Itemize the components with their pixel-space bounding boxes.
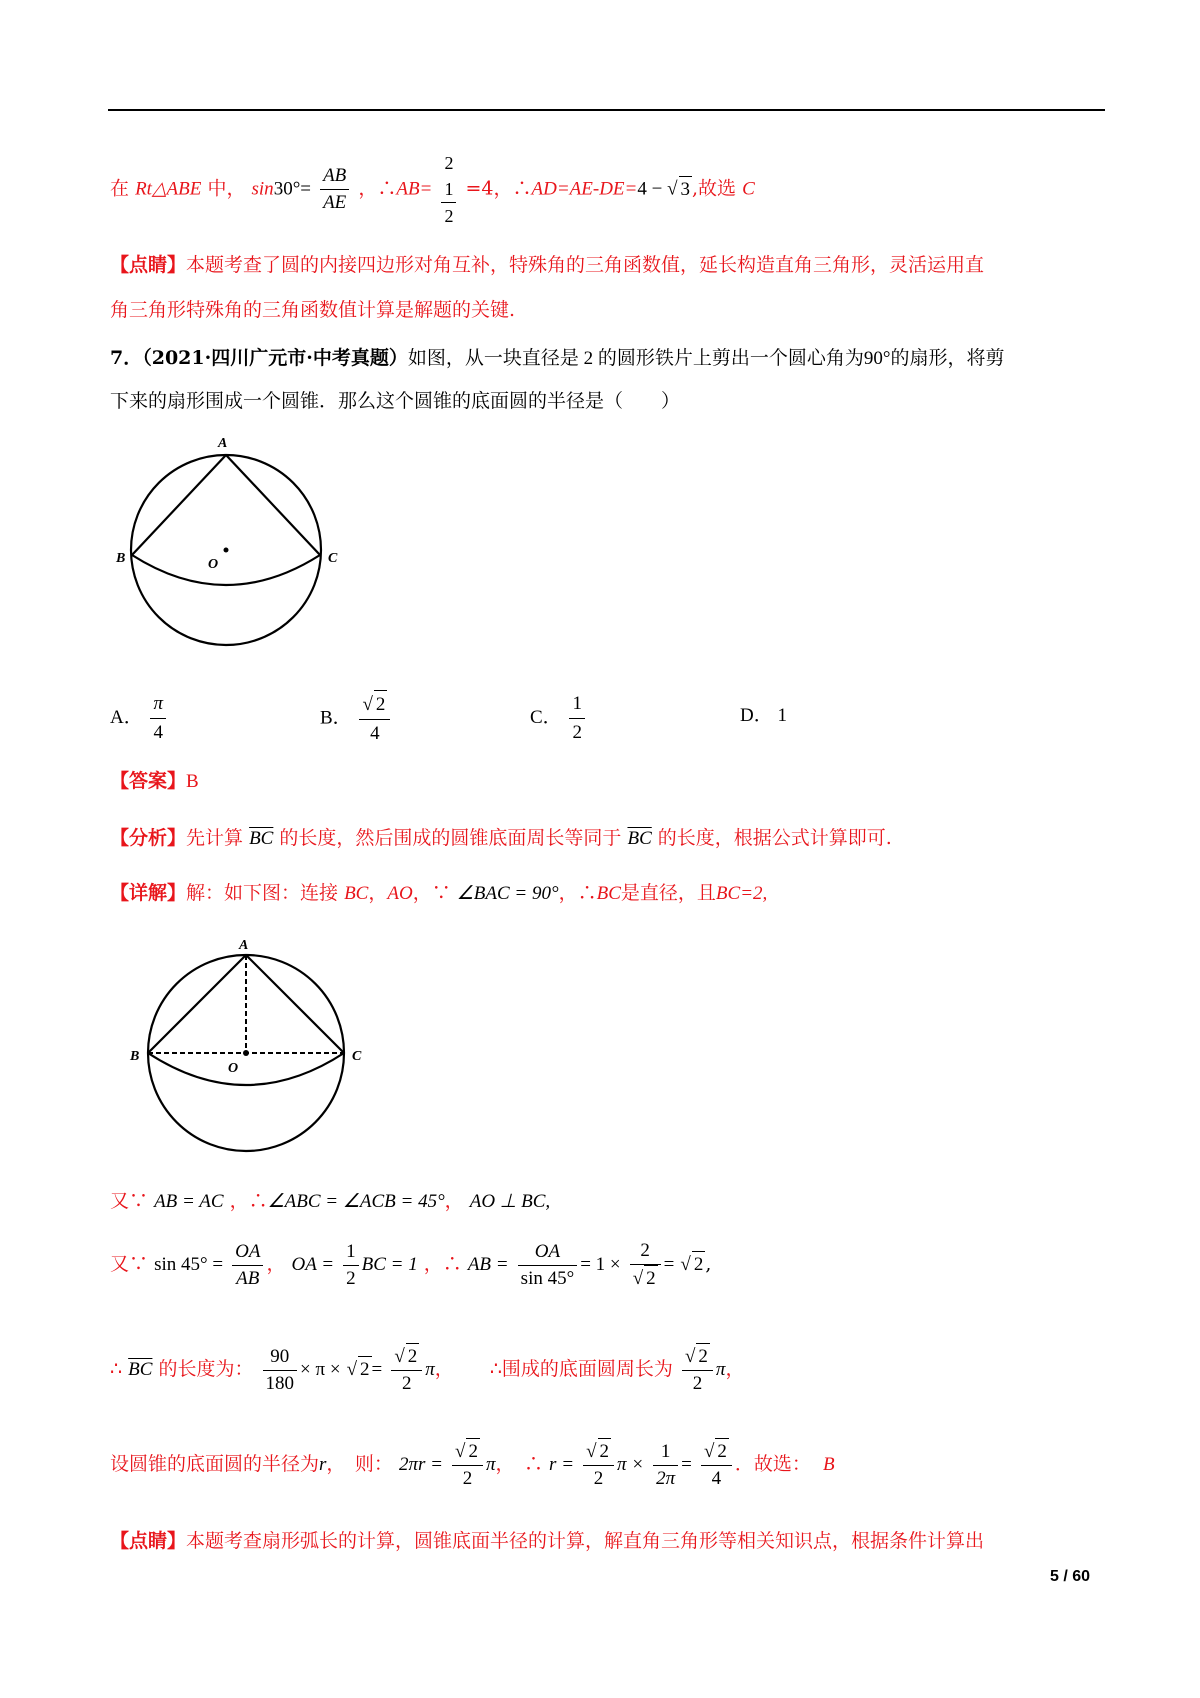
option-c-fraction: $\frac{1}{2}$ [569, 690, 585, 747]
ab-eq: AB= [396, 178, 433, 200]
text: =4，∴ [465, 177, 532, 200]
solution-line-1: 在 Rt△ABE 中， sin30°= $\frac{AB}{AE}$ ，∴AB= 2 1 2 =4，∴AD=AE-DE=4 − √ 3 ,故选 C [110, 150, 755, 229]
arc-bc [148, 1053, 344, 1085]
option-a-fraction: $\frac{\pi}{4}$ [150, 690, 166, 747]
step-3-line: ∴ $\overline{BC}$ 的长度为： $\frac{90}{180}$ × π × √ 2 = $\frac{√ 2}{2}$ π， ∴围成的底面圆周长为 $\frac{√ 2}{2}$ π， [110, 1343, 744, 1397]
comment-1-line-b: 角三角形特殊角的三角函数值计算是解题的关键. [110, 299, 516, 321]
fraction-90-180: $\frac{90}{180}$ [263, 1344, 298, 1397]
fraction-2-root2: $\frac{2}{√ 2}$ [630, 1238, 661, 1292]
option-a: A． $\frac{\pi}{4}$ [110, 690, 169, 747]
label-c: C [328, 551, 338, 566]
question-7-line-a: 7．（2021·四川广元市·中考真题）如图，从一块直径是 2 的圆形铁片上剪出一个圆心角为90°的扇形，将剪 [110, 347, 1005, 369]
segment-ac [246, 955, 344, 1053]
step-1-line: 又∵ AB = AC ，∴∠ABC = ∠ACB = 45°， AO ⊥ BC, [110, 1190, 551, 1212]
option-b: B． $\frac{√ 2}{4}$ [320, 690, 393, 748]
option-b-fraction: $\frac{√ 2}{4}$ [359, 690, 390, 748]
answer-line: 【答案】B [110, 770, 199, 792]
label-o: O [228, 1061, 239, 1076]
fraction-root2-4: $\frac{√ 2}{4}$ [701, 1438, 732, 1492]
text: 在 [110, 177, 130, 200]
triangle-name: Rt△ABE [135, 178, 202, 200]
label-o: O [208, 557, 219, 572]
choice: C [742, 178, 755, 200]
text: 中， [207, 177, 246, 200]
figure-2-circle-with-radius [120, 935, 370, 1160]
label-b: B [130, 1049, 140, 1064]
fraction-oa-sin45: $\frac{OA}{\sin 45^\circ}$ [518, 1239, 578, 1292]
comment-2-line: 【点睛】本题考查扇形弧长的计算，圆锥底面半径的计算，解直角三角形等相关知识点，根据条件计算出 [110, 1530, 985, 1552]
label-a: A [239, 938, 249, 953]
fraction-root2-2: $\frac{√ 2}{2}$ [452, 1438, 483, 1492]
detail-line: 【详解】解：如下图：连接 BC，AO，∵ ∠BAC = 90°，∴BC是直径，且BC=2, [110, 882, 768, 904]
label-a: A [218, 436, 228, 451]
option-c: C． $\frac{1}{2}$ [530, 690, 588, 747]
label-c: C [352, 1049, 362, 1064]
center-point [224, 548, 229, 553]
segment-ac [226, 455, 320, 555]
fraction-root2-2-b: $\frac{√ 2}{2}$ [682, 1343, 713, 1397]
header-rule [108, 109, 1105, 111]
text: ,故选 [692, 177, 737, 200]
fraction-half: $\frac{1}{2}$ [343, 1239, 359, 1292]
option-d: D． 1 [740, 705, 787, 726]
step-2-line: 又∵ sin 45° = $\frac{OA}{AB}$ ， OA = $\frac{1}{2}$ BC = 1 ，∴ AB = $\frac{OA}{\sin 45^\circ}$ = 1 × $\frac{2}{√ 2}$ = √ 2 , [110, 1238, 711, 1292]
fraction-1-2pi: $\frac{1}{2\pi}$ [653, 1439, 678, 1492]
question-7-line-b: 下来的扇形围成一个圆锥．那么这个圆锥的底面圆的半径是（ ） [110, 390, 681, 412]
fraction-ab-ae: $\frac{AB}{AE}$ [320, 163, 349, 216]
fraction-root2-2-b: $\frac{√ 2}{2}$ [583, 1438, 614, 1492]
label-b: B [116, 551, 126, 566]
page-number: 5 / 60 [1049, 1568, 1090, 1585]
segment-ab [132, 455, 226, 555]
fraction-stacked: 2 1 2 [441, 150, 456, 229]
analysis-line: 【分析】先计算 $\overline{BC}$ 的长度，然后围成的圆锥底面周长等同于 $\overline{BC}$ 的长度，根据公式计算即可. [110, 827, 892, 849]
step-4-line: 设圆锥的底面圆的半径为r， 则： 2πr = $\frac{√ 2}{2}$ π， ∴ r = $\frac{√ 2}{2}$ π × $\frac{1}{2\pi}$ = $\frac{√ 2}{4}$ ．故选： B [110, 1438, 835, 1492]
degree: 30°= [273, 178, 312, 200]
text: ，∴ [358, 177, 397, 200]
arc-bc [132, 555, 320, 585]
comment-1-line-a: 【点睛】本题考查了圆的内接四边形对角互补，特殊角的三角函数值，延长构造直角三角形，灵活运用直 [110, 254, 985, 276]
sin-fn: sin [251, 178, 274, 200]
center-point [243, 1050, 249, 1056]
fraction-oa-ab: $\frac{OA}{AB}$ [232, 1239, 263, 1292]
fraction-root2-2: $\frac{√ 2}{2}$ [391, 1343, 422, 1397]
segment-ab [148, 955, 246, 1053]
figure-1-circle-sector [108, 430, 338, 650]
ad-eq: AD=AE-DE= [531, 178, 638, 200]
